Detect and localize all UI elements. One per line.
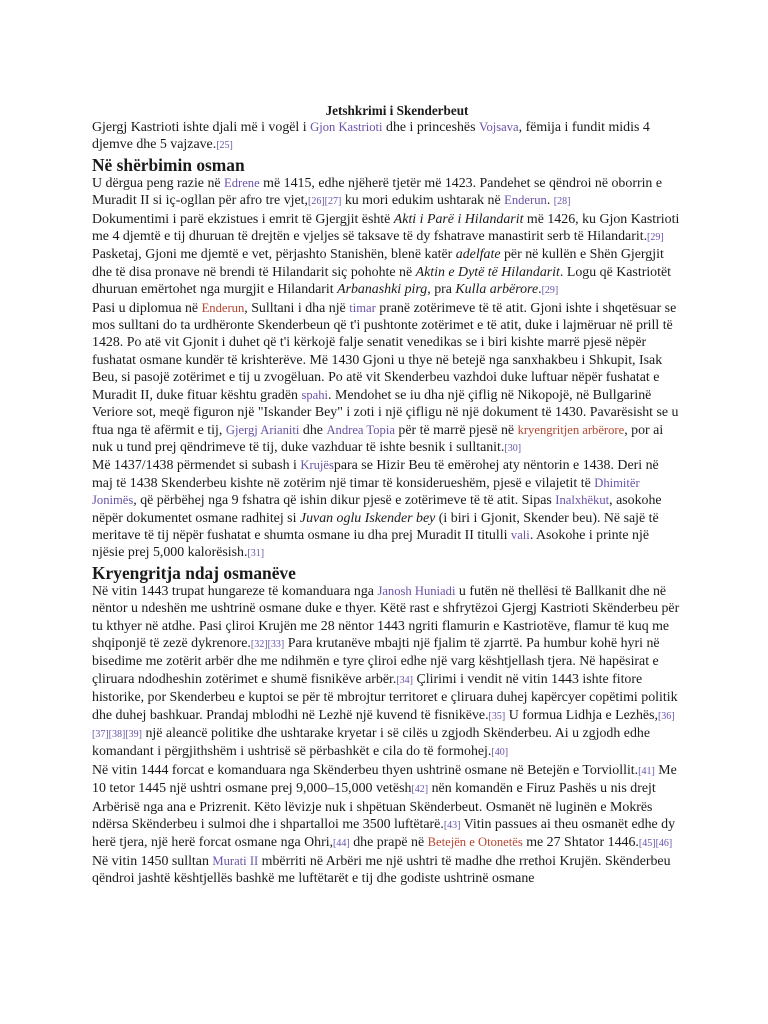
body-text: Gjergj Kastrioti ishte djali më i vogël i [92,120,311,135]
body-text: më 1415, edhe njëherë tjetër më 1423. Pandehet se qëndroi në oborrin e Muradit II si iç-ogllan për afro tre vjet, [92,175,663,209]
citation-link[interactable]: [35] [488,710,506,722]
citation-link[interactable]: [25] [216,140,233,152]
paragraph [92,300,682,458]
body-text: një aleancë politike dhe ushtarake kryetar i së cilës u zgjodh Skënderbeu. Ai u zgjodh edhe komandant i përgjithshëm i ushtrisë së përbashkët e cila do të formohej. [92,726,651,760]
wiki-link[interactable]: Edrene [224,175,260,190]
body-text: , fëmija i fundit midis 4 djemve dhe 5 vajzave. [92,120,650,153]
italic-text: Akti i Parë i Hilandarit [393,211,524,227]
body-text: U dërgua peng razie në [92,175,225,191]
section-heading: Kryengritja ndaj osmanëve [92,562,296,583]
citation-link[interactable]: [32] [250,638,268,650]
article-body [92,119,682,888]
citation-link[interactable]: [31] [247,548,265,560]
body-text: Me 10 tetor 1445 një ushtri osmane prej 9,000–15,000 vetësh [92,762,677,797]
paragraph [92,762,682,853]
body-text: nën komandën e Firuz Pashës u nis drejt Arbërisë nga ana e Prizrenit. Këto lëvizje nuk i shpëtuan Skënderbeut. Osmanët në luginën e Mokrës ndërsa Skënderbeu i sulmoi dhe i shpartalloi me 3500 luftëtarë. [92,781,656,833]
body-text: . [546,193,554,209]
body-text: u futën në thellësi të Ballkanit dhe në nëntor u ndeshën me ushtrinë osmane duke e thyer. Këtë rast e shfrytëzoi Gjergj Kastrioti Skënderbeu për tu kthyer në atdhe. Pasi çliroi Krujën me 28 nëntor 1443 ngriti flamurin e Kastriotëve, flamur të kuq me shqiponjë të zezë dykrenore. [92,583,680,651]
body-text: (i biri i Gjonit, Skender beu). Në sajë të meritave të tij nëpër fushatat e shumta osmane iu dha prej Muradit II titulli [92,510,659,543]
citation-link[interactable]: [27] [324,196,342,208]
wiki-link[interactable]: Janosh Huniadi [377,583,456,598]
body-text: , asokohe nëpër dokumentet osmane radhitej si [92,493,662,526]
citation-link[interactable]: [42] [411,784,429,796]
body-text: me 27 Shtator 1446. [522,835,639,851]
wiki-link[interactable]: spahi [301,387,329,402]
italic-text: Juvan oglu Iskender bey [299,510,436,526]
wiki-link-missing[interactable]: Betejën e Otonetës [427,835,523,850]
citation-link[interactable]: [30] [504,442,522,454]
body-text: Pasketaj, Gjoni me djemtë e vet, përjashto Stanishën, blenë katër [92,247,456,263]
body-text: dhe [299,422,327,438]
citation-link[interactable]: [28] [553,196,571,208]
body-text: Çlirimi i vendit në vitin 1443 ishte fitore historike, por Skenderbeu e kuptoi se për të mbrojtur territoret e çliruara duhej kapërcyer copëtimi politik dhe duhej bashkuar. Prandaj mblodhi në Lezhë një kuvend të fisnikëve. [92,671,678,723]
wiki-link[interactable]: vali [510,527,530,542]
body-text: , por ai nuk u tund prej qëndrimeve të tij, duke vazhduar të ishte besnik i sulltanit. [92,422,664,455]
wiki-link-missing[interactable]: Enderun [201,300,245,315]
section-heading: Në shërbimin osman [92,154,245,175]
citation-link[interactable]: [38] [108,729,126,740]
citation-link[interactable]: [37] [92,729,109,740]
body-text: , Sulltani i dha një [244,300,350,316]
citation-link[interactable]: [40] [491,747,509,759]
body-text: Në vitin 1444 forcat e komanduara nga Skënderbeu thyen ushtrinë osmane në Betejën e Torviollit. [92,762,639,778]
body-text: Në vitin 1450 sulltan [92,853,213,869]
citation-link[interactable]: [39] [125,729,143,740]
wiki-link-missing[interactable]: kryengritjen arbërore [517,422,625,437]
body-text: Në vitin 1443 trupat hungareze të komanduara nga [92,583,378,599]
body-text: dhe i princeshës [382,120,479,135]
body-text: për të marrë pjesë në [394,422,518,438]
body-text: ku mori edukim ushtarak në [341,193,505,209]
wiki-link[interactable]: Dhimitër Jonimës [92,475,640,508]
wiki-link[interactable]: Enderun [504,193,547,208]
paragraph [92,211,682,300]
citation-link[interactable]: [36] [657,710,675,722]
body-text: . Asokohe i printe një njësie prej 5,000 kalorësish. [92,527,650,561]
wiki-link[interactable]: Krujës [300,458,334,473]
body-text: U formua Lidhja e Lezhës, [505,707,658,723]
italic-text: adelfate [455,247,501,263]
paragraph [92,457,682,562]
wiki-link[interactable]: Gjon Kastrioti [310,120,383,134]
citation-link[interactable]: [29] [541,285,559,297]
body-text: për në kullën e Shën Gjergjit dhe të disa pronave në brendi të Hilandarit siç pohohte në [92,247,664,280]
citation-link[interactable]: [46] [655,838,673,850]
paragraph [92,583,682,762]
body-text: dhe prapë në [349,835,428,851]
body-text: mbërriti në Arbëri me një ushtri të madhe dhe rrethoi Krujën. Skënderbeu qëndroi jashtë kështjellës bashkë me luftëtarët e tij dhe godiste ushtrinë osmane [92,853,671,887]
wiki-link[interactable]: Inalxhëkut [555,493,610,508]
citation-link[interactable]: [33] [267,638,285,650]
body-text: Më 1437/1438 përmendet si subash i [92,458,301,474]
body-text: , pra [427,282,456,298]
citation-link[interactable]: [26] [308,196,325,208]
citation-link[interactable]: [44] [333,838,350,850]
document-page [92,102,682,888]
body-text: Dokumentimi i parë ekzistues i emrit të Gjergjit është [92,211,394,227]
body-text: Pasi u diplomua në [92,300,202,316]
paragraph [92,853,682,888]
body-text: para se Hizir Beu të emërohej aty nëntorin e 1438. Deri në maj të 1438 Skenderbeu kishte në zotërim një timar të konsiderueshëm, pjesë e vilajetit të [92,458,659,491]
citation-link[interactable]: [45] [638,838,656,850]
body-text: . Logu që Kastriotët dhuruan emërtohet nga murgjit e Hilandarit [92,264,672,298]
italic-text: Arbanashki pirg [337,282,428,298]
wiki-link[interactable]: Gjergj Arianiti [225,422,300,437]
citation-link[interactable]: [34] [396,674,413,686]
italic-text: Aktin e Dytë të Hilandarit [415,264,560,280]
body-text: pranë zotërimeve të të atit. Gjoni ishte i shqetësuar se mos sulltani do ta urdhëronte Skenderbeun që t'i pushtonte zotërimet e të atit, duke i lajmëruar në prill të 1428. Po atë vit Gjonit i duhet që t'i kërkojë falje senatit venedikas se i biri kishte marrë pjesë nëpër fushatat osmane kundër të krishterëve. Më 1430 Gjoni u thye në betejë nga sanxhakbeu i Shkupit, Isak Beu, si pasojë zotërimet e tij u zvogëluan. Po atë vit Skenderbeu vazhdoi duke luftuar nëpër fushatat e Muradit II, duke fituar kështu gradën [92,300,677,403]
wiki-link[interactable]: Andrea Topia [326,422,395,437]
body-text: Vitin passues ai theu osmanët edhe dy herë tjera, një herë forcat osmane nga Ohri, [92,817,676,851]
wiki-link[interactable]: timar [349,300,376,315]
wiki-link[interactable]: Vojsava [478,120,519,134]
body-text: . [538,282,542,298]
wiki-link[interactable]: Murati II [212,853,259,868]
body-text: , që përbëhej nga 9 fshatra që ishin dikur pjesë e zotërimeve të të atit. Sipas [133,493,556,509]
citation-link[interactable]: [43] [443,820,461,832]
document-title: Jetshkrimi i Skenderbeut [325,103,469,118]
body-text: më 1426, ku Gjon Kastrioti me 4 djemtë e tij dhuruan të drejtën e vjeljes së taksave të dy fshatrave manastirit serb të Hilandarit. [92,211,680,245]
citation-link[interactable]: [29] [647,232,664,244]
paragraph [92,119,682,155]
paragraph [92,175,682,211]
citation-link[interactable]: [41] [638,765,655,777]
italic-text: Kulla arbërore [455,282,539,298]
body-text: . Mendohet se iu dha një çiflig në Nikopojë, në Bullgarinë Veriore sot, meqë figuron një "Iskander Bey" i zoti i një çifligu në një dokument të 1430. Pavarësisht se u ftua nga të afërmit e tij, [92,387,679,438]
body-text: Para krutanëve mbajti një fjalim të zjarrtë. Pa humbur kohë hyri në bisedime me zotërit arbër dhe me ndihmën e tyre çliroi edhe një varg kështjellash tjera. Në hapësirat e çliruara ndodheshin zotërimet e shumë fisnikëve arbër. [92,635,660,687]
